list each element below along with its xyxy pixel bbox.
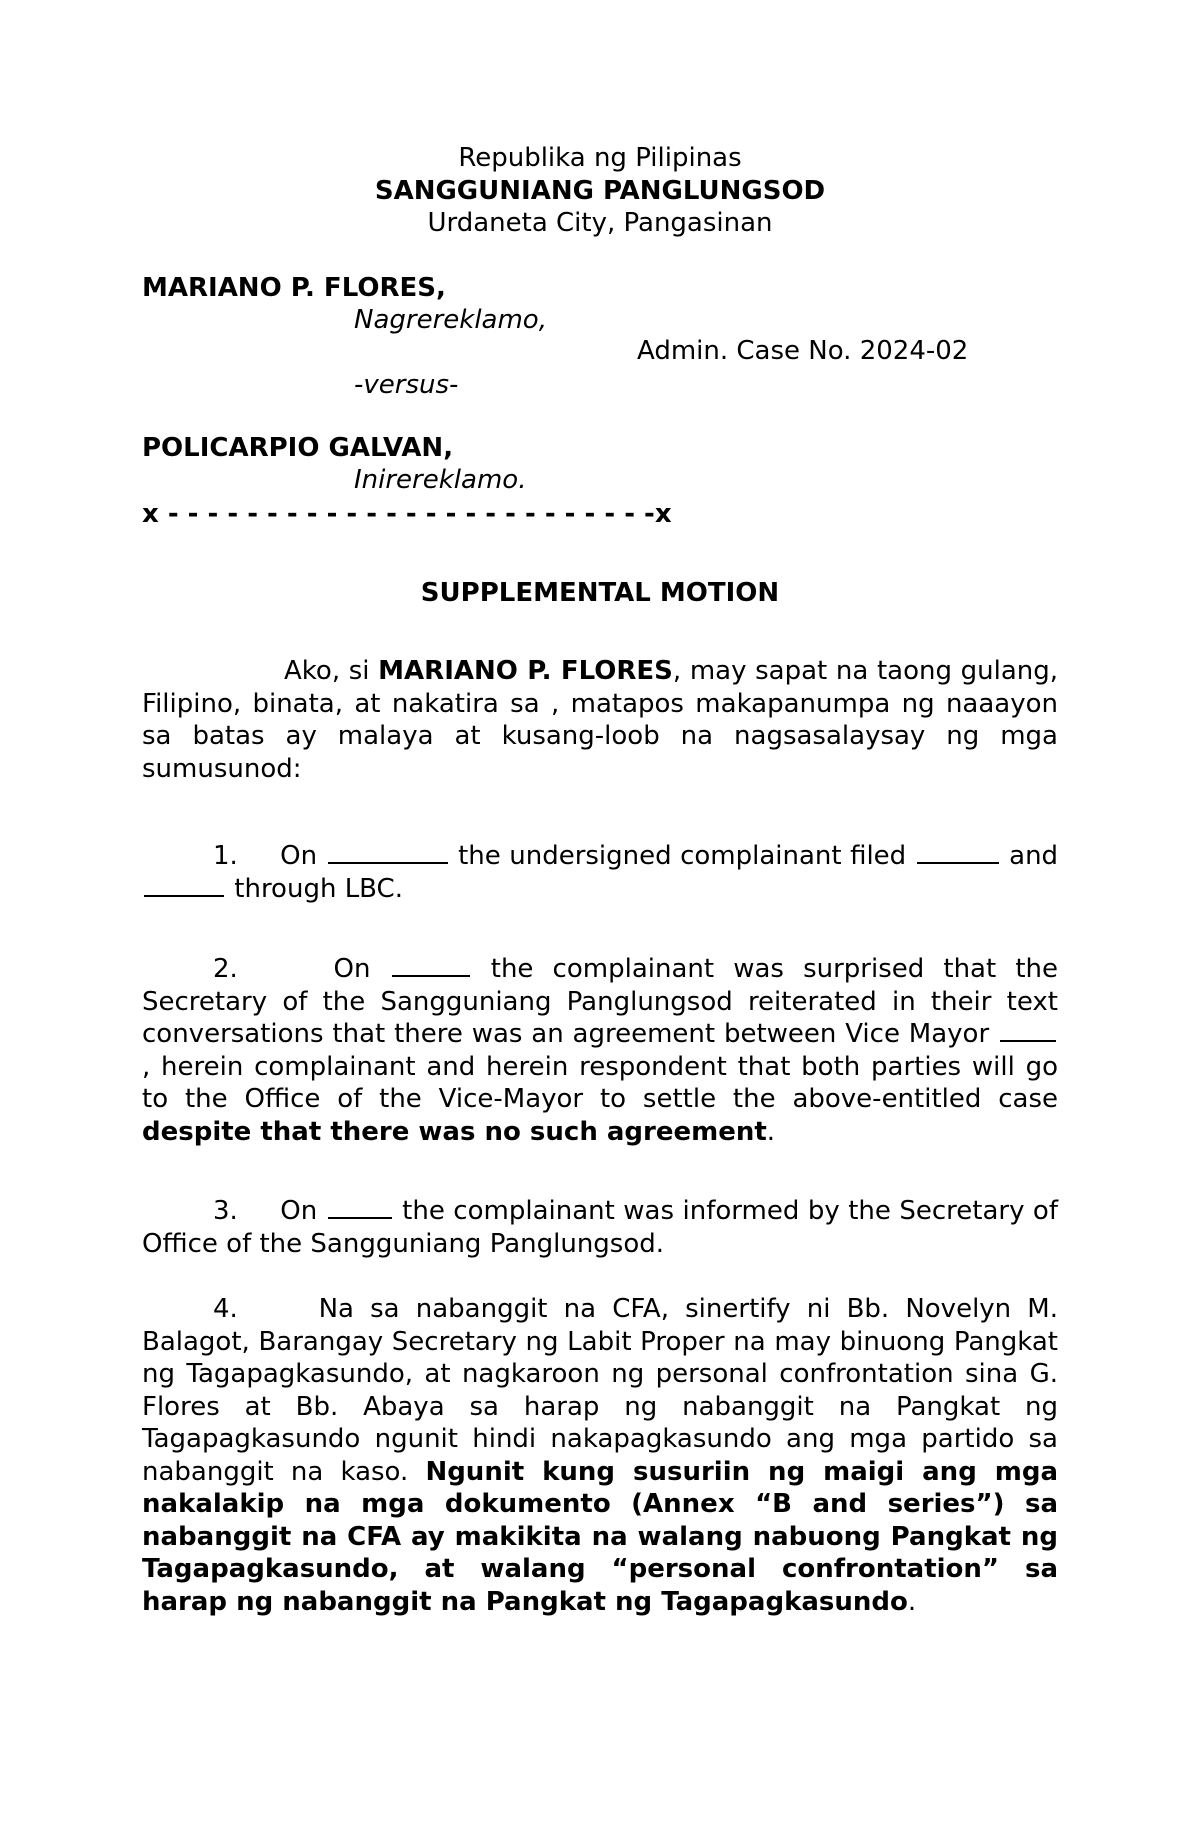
document-title: SUPPLEMENTAL MOTION xyxy=(420,578,780,608)
paragraph-4 xyxy=(142,1293,1058,1618)
city-line: Urdaneta City, Pangasinan xyxy=(427,208,773,238)
name-blank xyxy=(1000,1040,1056,1042)
affiant-name: MARIANO P. FLORES xyxy=(378,656,673,686)
item-text: On xyxy=(280,841,318,871)
date-blank xyxy=(392,975,470,977)
item-number: 4. xyxy=(213,1294,238,1324)
respondent-name: POLICARPIO GALVAN, xyxy=(142,433,454,463)
paragraph-1 xyxy=(142,840,1058,905)
case-number: Admin. Case No. 2024-02 xyxy=(637,336,969,366)
item-text: the undersigned complainant filed xyxy=(458,841,907,871)
item-text: and xyxy=(1009,841,1059,871)
complainant-name: MARIANO P. FLORES, xyxy=(142,273,446,303)
item-number: 1. xyxy=(213,841,238,871)
item-number: 2. xyxy=(213,954,238,984)
item-text: Na sa nabanggit na CFA, sinertify ni Bb. Novelyn M. Balagot, Barangay Secretary ng Labit Proper na may binuong Pangkat ng Tagapagkasundo, at nagkaroon ng personal confrontation sina G. Flores at Bb. Abaya sa harap ng nabanggit na Pangkat ng Tagapagkasundo ngunit hindi nakapagkasundo ang mga partido sa nabanggit na kaso. xyxy=(142,1294,1058,1487)
versus-label: -versus- xyxy=(354,370,459,400)
emphasis-text: Ngunit kung susuriin ng maigi ang mga nakalakip na mga dokumento (Annex “B and series”) sa nabanggit na CFA ay makikita na walang nabuong Pangkat ng Tagapagkasundo, at walang “personal confrontation” sa harap ng nabanggit na Pangkat ng Tagapagkasundo xyxy=(142,1456,1059,1617)
paragraph-2 xyxy=(142,953,1058,1148)
item-text: . xyxy=(907,1586,917,1617)
complainant-role: Nagrereklamo, xyxy=(354,305,547,335)
council-name: SANGGUNIANG PANGLUNGSOD xyxy=(374,176,826,206)
item-text: On xyxy=(333,954,371,984)
item-text: . xyxy=(766,1116,776,1147)
emphasis-text: despite that there was no such agreement xyxy=(142,1116,767,1147)
item-text: , herein complainant and herein respondent that both parties will go to the Office of the Vice-Mayor to settle the above-entitled case xyxy=(142,1051,1058,1114)
item-number: 3. xyxy=(213,1196,238,1226)
date-blank xyxy=(328,1217,392,1219)
paragraph-3 xyxy=(142,1195,1058,1260)
item-text: the complainant was informed by the Secretary of Office of the Sangguniang Panglungsod. xyxy=(142,1196,1058,1259)
blank-field xyxy=(917,862,999,864)
respondent-role: Inirereklamo. xyxy=(354,465,527,495)
caption-separator: x - - - - - - - - - - - - - - - - - - - - - - - - -x xyxy=(142,499,672,529)
intro-rest: , may sapat na taong gulang, Filipino, binata, at nakatira sa , matapos makapanumpa ng naaayon sa batas ay malaya at kusang-loob na nagsasalaysay ng mga sumusunod: xyxy=(142,656,1058,784)
item-text: On xyxy=(280,1196,318,1226)
republic-line: Republika ng Pilipinas xyxy=(458,143,742,173)
intro-paragraph xyxy=(142,655,1058,785)
intro-lead: Ako, si xyxy=(284,656,379,686)
blank-field xyxy=(144,895,224,897)
date-blank xyxy=(328,862,448,864)
item-text: the complainant was surprised that the Secretary of the Sangguniang Panglungsod reiterated in their text conversations that there was an agreement between Vice Mayor xyxy=(142,954,1058,1049)
item-text: through LBC. xyxy=(234,873,403,904)
